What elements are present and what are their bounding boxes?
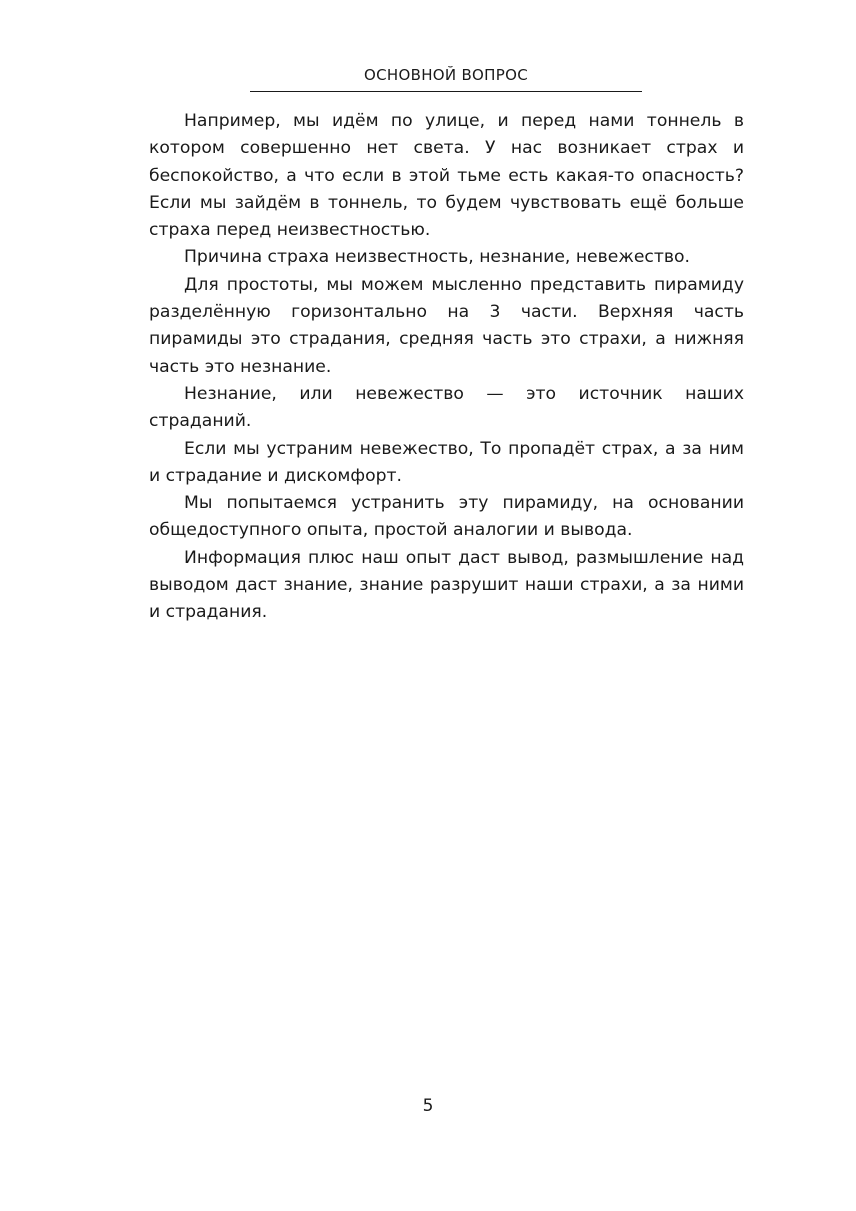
paragraph: Если мы устраним невежество, То пропадёт страх, а за ним и страдание и дискомфорт.	[149, 438, 744, 486]
paragraph: Информация плюс наш опыт даст вывод, размышление над выводом даст знание, знание разрушит наши страхи, а за ними и страдания.	[149, 547, 744, 623]
page-number: 5	[422, 1096, 434, 1116]
body-text	[149, 108, 744, 627]
paragraph: Незнание, или невежество — это источник наших страданий.	[149, 383, 744, 432]
paragraph: Например, мы идём по улице, и перед нами тоннель в котором совершенно нет света. У нас возникает страх и беспокойство, а что если в этой тьме есть какая-то опасность? Если мы зайдём в тоннель, то будем чувствовать ещё больше страха перед неизвестностью.	[149, 111, 744, 241]
running-header: ОСНОВНОЙ ВОПРОС	[364, 66, 528, 84]
paragraph: Мы попытаемся устранить эту пирамиду, на основании общедоступного опыта, простой аналогии и вывода.	[149, 493, 744, 541]
paragraph: Для простоты, мы можем мысленно представить пирамиду разделённую горизонтально на 3 части. Верхняя часть пирамиды это страдания, средняя часть это страхи, а нижняя часть это незнание.	[149, 274, 744, 377]
header-rule	[250, 91, 642, 92]
paragraph: Причина страха неизвестность, незнание, невежество.	[184, 247, 690, 268]
